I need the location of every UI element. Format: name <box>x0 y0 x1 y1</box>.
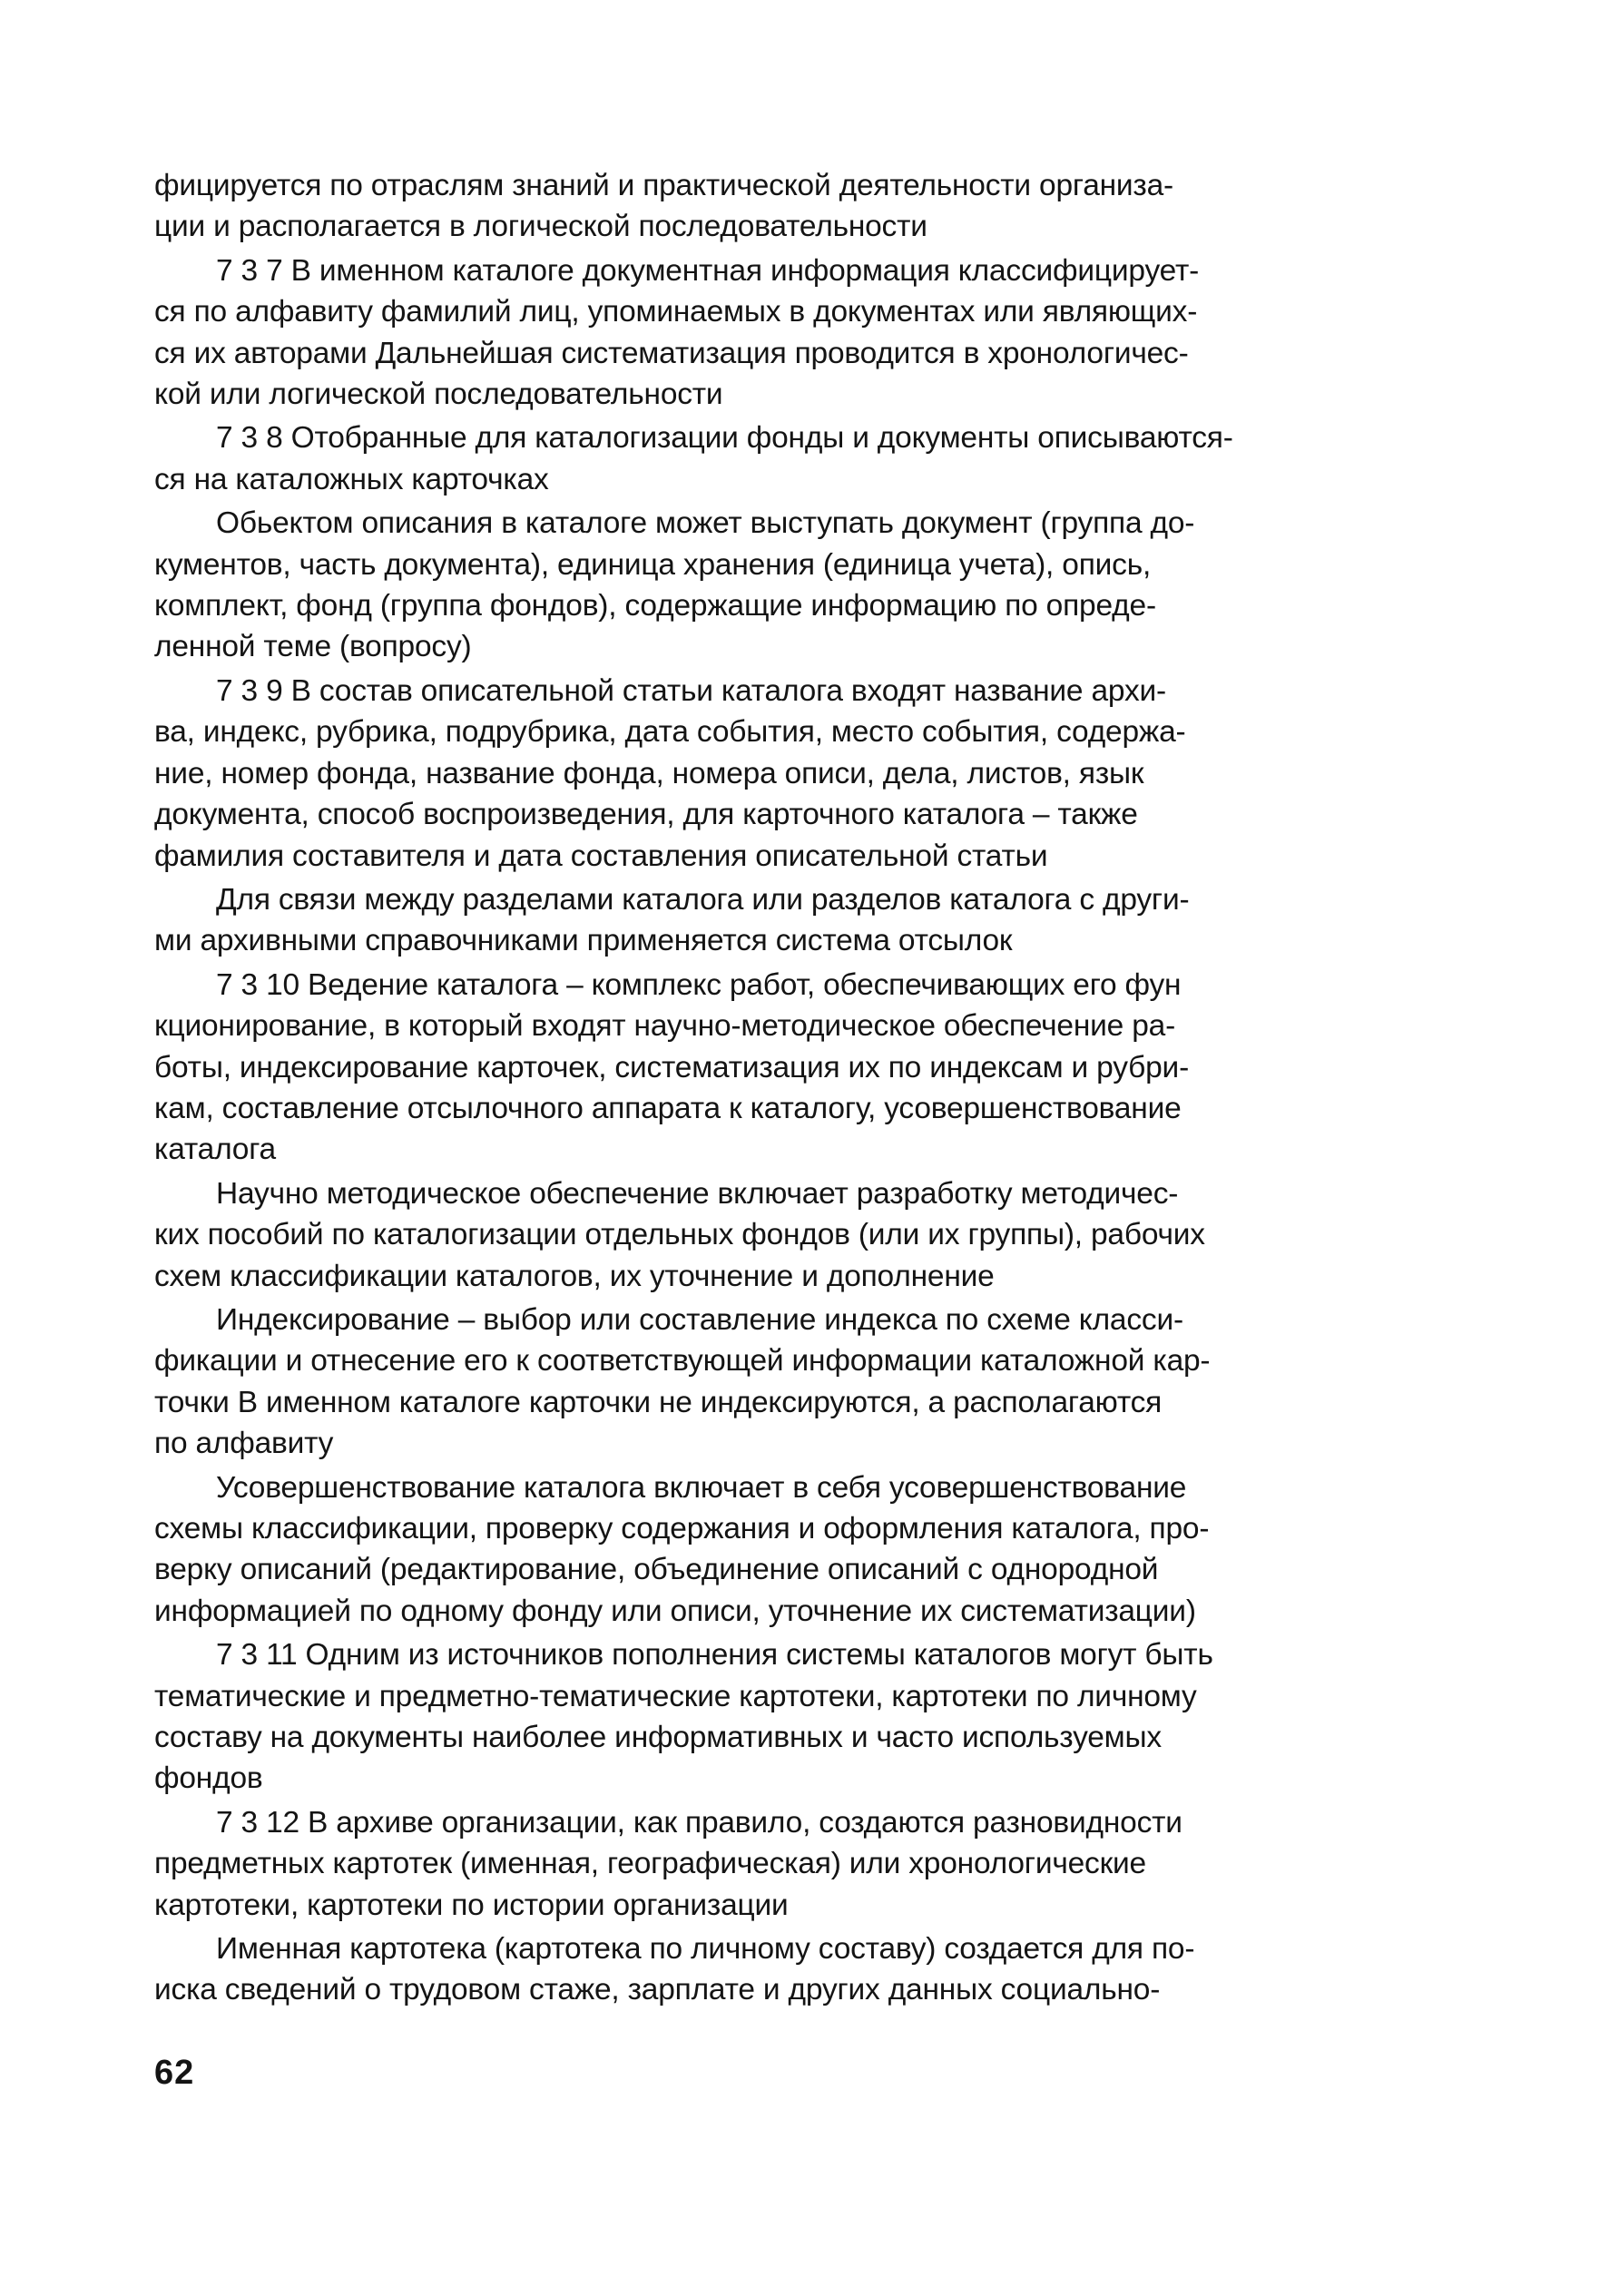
text-line: ленной теме (вопросу) <box>154 630 472 664</box>
text-line: ми архивными справочниками применяется система отсылок <box>154 924 1013 958</box>
page-number: 62 <box>154 2054 195 2092</box>
paragraph <box>154 417 1443 500</box>
text-line: фамилия составителя и дата составления описательной статьи <box>154 839 1048 873</box>
text-line: кам, составление отсылочного аппарата к каталогу, усовершенствование <box>154 1091 1182 1125</box>
paragraph <box>154 879 1443 962</box>
paragraph <box>154 165 1443 248</box>
text-line: комплект, фонд (группа фондов), содержащие информацию по опреде- <box>154 589 1156 623</box>
text-line: документа, способ воспроизведения, для карточного каталога – также <box>154 798 1138 832</box>
text-line: тематические и предметно-тематические картотеки, картотеки по личному <box>154 1679 1197 1713</box>
text-line: ва, индекс, рубрика, подрубрика, дата события, место события, содержа- <box>154 715 1186 750</box>
text-line: Научно методическое обеспечение включает разработку методичес- <box>216 1176 1179 1211</box>
text-line: ние, номер фонда, название фонда, номера описи, дела, листов, язык <box>154 756 1144 790</box>
paragraph <box>154 250 1443 416</box>
text-line: информацией по одному фонду или описи, уточнение их систематизации) <box>154 1594 1196 1628</box>
text-line: кционирование, в который входят научно-методическое обеспечение ра- <box>154 1009 1176 1044</box>
text-line: 7 3 11 Одним из источников пополнения системы каталогов могут быть <box>216 1638 1213 1673</box>
text-line: верку описаний (редактирование, объединение описаний с однородной <box>154 1553 1159 1587</box>
text-line: 7 3 9 В состав описательной статьи каталога входят название архи- <box>216 673 1166 708</box>
text-line: фицируется по отраслям знаний и практической деятельности организа- <box>154 169 1173 202</box>
text-line: ких пособий по каталогизации отдельных фондов (или их группы), рабочих <box>154 1218 1205 1252</box>
paragraph <box>154 671 1443 877</box>
text-line: ся по алфавиту фамилий лиц, упоминаемых в документах или являющих- <box>154 295 1198 329</box>
paragraph <box>154 1300 1443 1465</box>
paragraph <box>154 1802 1443 1926</box>
text-line: картотеки, картотеки по истории организации <box>154 1888 789 1922</box>
text-line: фикации и отнесение его к соответствующей информации каталожной кар- <box>154 1344 1211 1379</box>
text-line: кументов, часть документа), единица хранения (единица учета), опись, <box>154 547 1152 582</box>
text-line: Индексирование – выбор или составление индекса по схеме класси- <box>216 1302 1183 1337</box>
text-line: схем классификации каталогов, их уточнение и дополнение <box>154 1259 995 1293</box>
paragraph <box>154 965 1443 1171</box>
text-line: составу на документы наиболее информативных и часто используемых <box>154 1721 1162 1755</box>
body-text <box>154 165 1443 2014</box>
paragraph <box>154 1634 1443 1800</box>
text-line: Для связи между разделами каталога или разделов каталога с други- <box>216 882 1190 917</box>
paragraph <box>154 1173 1443 1297</box>
text-line: по алфавиту <box>154 1427 334 1461</box>
text-line: боты, индексирование карточек, систематизация их по индексам и рубри- <box>154 1050 1190 1084</box>
text-line: 7 3 7 В именном каталоге документная информация классифицирует- <box>216 253 1200 288</box>
text-line: 7 3 12 В архиве организации, как правило, создаются разновидности <box>216 1805 1182 1840</box>
text-line: ся на каталожных карточках <box>154 462 549 496</box>
text-line: точки В именном каталоге карточки не индексируются, а располагаются <box>154 1385 1163 1419</box>
text-line: предметных картотек (именная, географическая) или хронологические <box>154 1847 1146 1881</box>
text-line: ции и располагается в логической последовательности <box>154 210 927 244</box>
text-line: 7 3 8 Отобранные для каталогизации фонды и документы описываются- <box>216 421 1233 456</box>
text-line: схемы классификации, проверку содержания и оформления каталога, про- <box>154 1512 1210 1545</box>
text-line: ся их авторами Дальнейшая систематизация проводится в хронологичес- <box>154 336 1189 370</box>
paragraph <box>154 1467 1443 1633</box>
text-line: Усовершенствование каталога включает в себя усовершенствование <box>216 1470 1187 1505</box>
text-line: кой или логической последовательности <box>154 378 723 412</box>
text-line: фондов <box>154 1761 263 1796</box>
paragraph <box>154 1928 1443 2011</box>
text-line: Обьектом описания в каталоге может выступать документ (группа до- <box>216 506 1195 541</box>
text-line: иска сведений о трудовом стаже, зарплате и других данных социально- <box>154 1973 1161 2007</box>
paragraph <box>154 503 1443 668</box>
text-line: каталога <box>154 1133 276 1167</box>
text-line: 7 3 10 Ведение каталога – комплекс работ, обеспечивающих его фун <box>216 967 1182 1002</box>
text-line: Именная картотека (картотека по личному составу) создается для по- <box>216 1932 1195 1967</box>
